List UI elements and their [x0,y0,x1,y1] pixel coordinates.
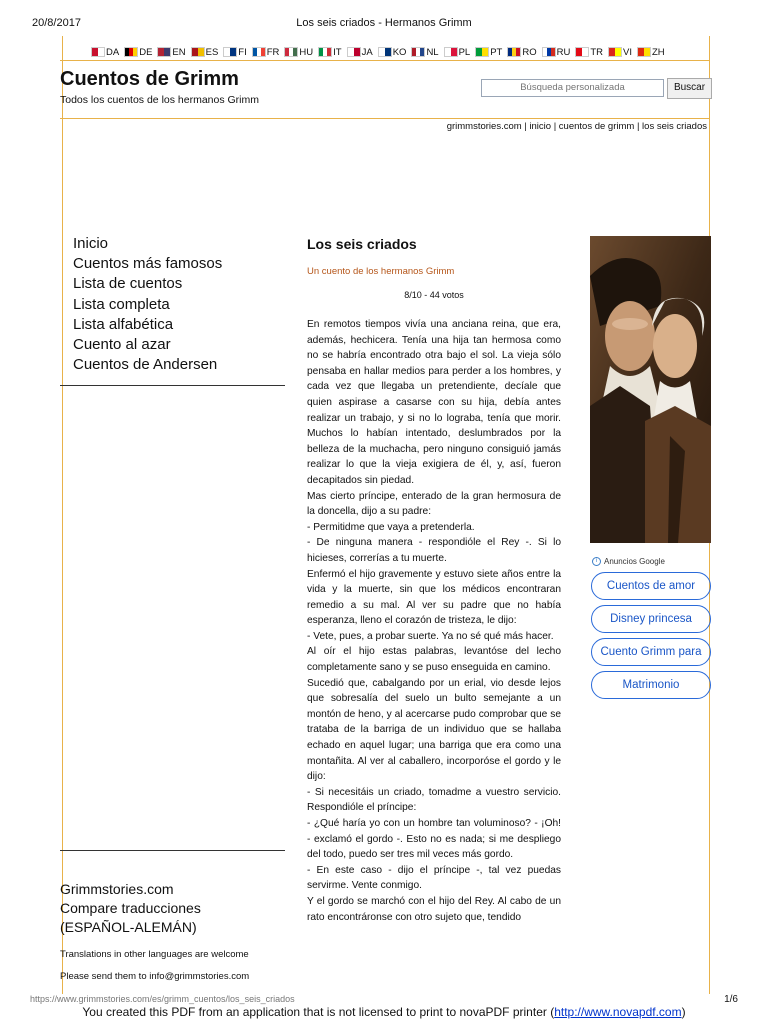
print-title: Los seis criados - Hermanos Grimm [296,17,472,29]
story-paragraph: - Si necesitáis un criado, tomadme a vuestro servicio. Respondióle el príncipe: [307,786,561,814]
sidebar-footer-compare[interactable]: Compare traducciones [60,900,201,916]
language-link-ja[interactable] [348,45,373,59]
language-code: RU [556,46,571,58]
language-link-es[interactable] [192,45,219,59]
language-link-nl[interactable] [412,45,438,59]
flag-icon [319,48,331,56]
story-paragraph: En remotos tiempos vivía una anciana reina, que era, además, hechicera. Tenía una hija tan hermosa como no se habría encontrado otra bajo el sol. La vieja sólo pensaba en hallar medios para perder a los hombres, y cada vez que llegaba un pretendiente, decíale que quien aspirase a casarse con su hija, debía antes realizar un trabajo, y si no lo lograba, tenía que morir. Muchos lo habían intentado, deslumbrados por la belleza de la muchacha, pero ninguno consiguió jamás realizar lo que la vieja exigiera de él, y, así, fueron decapitados sin piedad. [307,319,561,486]
footer-url: https://www.grimmstories.com/es/grimm_cuentos/los_seis_criados [30,994,295,1004]
print-header [0,17,768,33]
ads-label [592,557,665,566]
flag-icon [348,48,360,56]
novapdf-notice [0,1005,768,1019]
sidebar-item-lista-completa[interactable]: Lista completa [73,295,170,313]
sidebar-footer [60,880,285,983]
sidebar-item-lista-alfabetica[interactable]: Lista alfabética [73,315,174,333]
language-code: KO [392,46,407,58]
story-subtitle: Un cuento de los hermanos Grimm [307,266,455,277]
breadcrumb[interactable]: grimmstories.com | inicio | cuentos de grimm | los seis criados [446,121,707,132]
story-paragraph: - Vete, pues, a probar suerte. Ya no sé qué más hacer. [307,630,554,642]
print-date: 20/8/2017 [32,17,81,29]
story-paragraph: - De ninguna manera - respondióle el Rey -. Si lo hicieses, correrías a tu muerte. [307,537,561,564]
story-paragraph: Al oír el hijo estas palabras, levantóse del lecho completamente sano y se puso enseguida en camino. [307,646,561,674]
sidebar-footer-lang-pair[interactable]: (ESPAÑOL-ALEMÁN) [60,919,197,935]
language-code: ZH [652,46,665,58]
language-code: ES [205,46,219,58]
sidebar-item-lista-cuentos[interactable]: Lista de cuentos [73,275,183,293]
flag-icon [253,48,265,56]
language-code: DA [106,46,120,58]
ad-link-cuento-grimm[interactable]: Cuento Grimm para [591,638,711,666]
story-rating: 8/10 - 44 votos [404,290,464,300]
story-paragraph: Sucedió que, cabalgando por un erial, vio desde lejos que sobresalía del suelo un bulto semejante a un montón de heno, y al acercarse pudo comprobar que se trataba de la barriga de un individuo que se hallaba echado en aquel lugar; una barriga que era como una montañita. Al ver al caballero, incorporóse el gordo y le dijo: [307,677,561,783]
story-paragraph: - En este caso - dijo el príncipe -, tal vez puedas servirme. Vente conmigo. [307,864,561,892]
story-paragraph: - ¿Qué haría yo con un hombre tan voluminoso? - ¡Oh! - exclamó el gordo -. Esto no es nada; si me despliego del todo, puedo ser tres mil veces más gordo. [307,818,561,861]
language-link-en[interactable] [158,45,185,59]
language-code: NL [426,46,439,58]
ad-link-cuentos-amor[interactable]: Cuentos de amor [591,572,711,600]
flag-icon [158,48,170,56]
language-code: FR [266,46,280,58]
language-code: HU [299,46,314,58]
ad-link-matrimonio[interactable]: Matrimonio [591,671,711,699]
language-link-tr[interactable] [576,45,603,59]
flag-icon [379,48,391,56]
sidebar-divider-lower [60,850,285,851]
flag-icon [508,48,520,56]
language-code: DE [139,46,153,58]
grimm-brothers-portrait [590,236,711,543]
language-link-ko[interactable] [379,45,407,59]
flag-icon [543,48,555,56]
flag-icon [412,48,424,56]
sidebar-footer-site[interactable]: Grimmstories.com [60,881,174,897]
sidebar-item-inicio[interactable]: Inicio [73,235,109,252]
flag-icon [638,48,650,56]
language-link-ru[interactable] [543,45,571,59]
language-link-pt[interactable] [476,45,502,59]
flag-icon [476,48,488,56]
novapdf-notice-suffix: ) [681,1005,686,1019]
flag-icon [192,48,204,56]
language-code: EN [172,46,186,58]
language-link-vi[interactable] [609,45,632,59]
header-divider [60,60,710,61]
language-code: VI [623,46,632,58]
sidebar-footer-note-translations: Translations in other languages are welcome [60,949,249,960]
novapdf-notice-text: You created this PDF from an application that is not licensed to print to novaPDF printer ( [82,1005,555,1019]
language-link-fi[interactable] [224,45,246,59]
story-body [307,317,561,925]
language-link-de[interactable] [125,45,152,59]
language-code: FI [238,46,247,58]
story-paragraph: Mas cierto príncipe, enterado de la gran hermosura de la doncella, dijo a su padre: [307,490,561,518]
language-code: IT [333,46,342,58]
footer-page-number: 1/6 [724,994,738,1005]
story-paragraph: Y el gordo se marchó con el hijo del Rey. Al cabo de un rato encontráronse con otro sujeto que, tendido [307,895,561,923]
sidebar-footer-note-email: Please send them to info@grimmstories.com [60,971,250,982]
story-paragraph: - Permitidme que vaya a pretenderla. [307,521,475,533]
story-paragraph: Enfermó el hijo gravemente y estuvo siete años entre la vida y la muerte, sin que los médicos encontraran remedio a su mal. Al ver su padre que no había esperanza, lleno el corazón de tristeza, le dijo: [307,568,561,627]
sidebar-divider [60,385,285,386]
flag-icon [285,48,297,56]
sidebar-nav [73,234,283,375]
language-link-da[interactable] [92,45,119,59]
novapdf-link[interactable]: http://www.novapdf.com [554,1005,682,1019]
search-input[interactable] [481,79,664,97]
language-code: PL [458,46,471,58]
flag-icon [92,48,104,56]
search-button[interactable]: Buscar [667,78,712,99]
site-subtitle: Todos los cuentos de los hermanos Grimm [60,94,260,106]
flag-icon [224,48,236,56]
header-bottom-divider [60,118,710,119]
language-code: TR [590,46,604,58]
language-link-fr[interactable] [253,45,280,59]
language-link-ro[interactable] [508,45,536,59]
language-code: JA [361,46,373,58]
language-link-hu[interactable] [285,45,313,59]
flag-icon [576,48,588,56]
ads-label-text: Anuncios Google [604,557,665,566]
ad-link-disney-princesa[interactable]: Disney princesa [591,605,711,633]
language-bar [92,45,708,59]
sidebar-item-azar[interactable]: Cuento al azar [73,336,171,354]
site-title[interactable]: Cuentos de Grimm [60,68,239,90]
language-code: PT [490,46,503,58]
sidebar-item-famosos[interactable]: Cuentos más famosos [73,255,223,273]
language-code: RO [522,46,537,58]
language-link-zh[interactable] [638,45,665,59]
flag-icon [609,48,621,56]
flag-icon [125,48,137,56]
sidebar-item-andersen[interactable]: Cuentos de Andersen [73,356,218,374]
story-title: Los seis criados [307,236,417,252]
language-link-it[interactable] [319,45,341,59]
language-link-pl[interactable] [445,45,471,59]
info-icon[interactable]: i [592,557,601,566]
flag-icon [445,48,457,56]
